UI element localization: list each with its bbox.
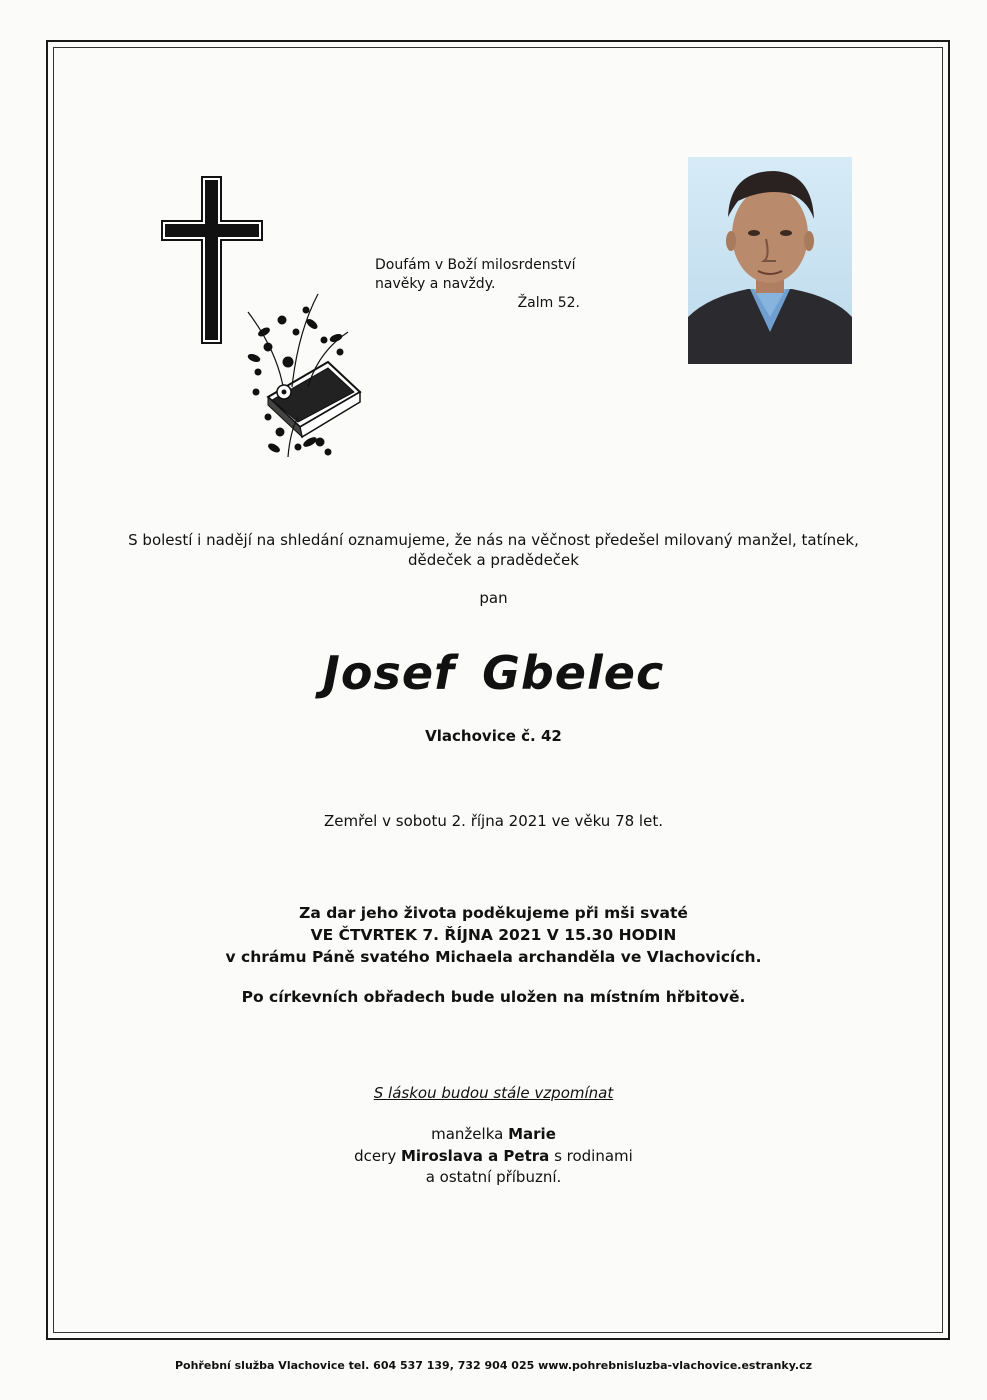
burial-info: Po církevních obřadech bude uložen na místním hřbitově. [241, 988, 746, 1006]
daughters-suffix: s rodinami [554, 1146, 633, 1165]
psalm-verse [375, 256, 585, 313]
wife-prefix: manželka [431, 1125, 504, 1143]
last-name: Gbelec [482, 646, 665, 700]
deceased-address: Vlachovice č. 42 [425, 727, 562, 745]
verse-reference: Žalm 52. [517, 295, 580, 311]
daughters-prefix: dcery [354, 1146, 397, 1165]
remembrance-heading: S láskou budou stále vzpomínat [373, 1084, 614, 1102]
mass-info [0, 902, 987, 968]
intro-line-2: dědeček a pradědeček [408, 551, 579, 569]
first-name: Josef [322, 646, 456, 700]
daughters-names: Miroslava a Petra [400, 1146, 550, 1165]
title-word: pan [479, 589, 508, 607]
bible-flowers-icon [228, 292, 368, 462]
verse-line-2: navěky a navždy. [375, 276, 496, 292]
verse-line-1: Doufám v Boží milosrdenství [375, 257, 576, 273]
other-relatives: a ostatní příbuzní. [425, 1168, 562, 1186]
survivors-list [0, 1124, 987, 1189]
mass-line-1: Za dar jeho života poděkujeme při mši svaté [299, 904, 688, 922]
portrait-photo [688, 157, 852, 364]
intro-line-1: S bolestí i nadějí na shledání oznamujeme, že nás na věčnost předešel milovaný manžel, tatínek, [128, 531, 859, 549]
mass-line-3: v chrámu Páně svatého Michaela archanděla ve Vlachovicích. [225, 948, 762, 966]
funeral-service-footer: Pohřební služba Vlachovice tel. 604 537 139, 732 904 025 www.pohrebnisluzba-vlachovice.estranky.cz [174, 1359, 812, 1372]
deceased-name [0, 646, 987, 700]
mass-line-2: VE ČTVRTEK 7. ŘÍJNA 2021 V 15.30 HODIN [310, 926, 677, 944]
announcement-intro [0, 530, 987, 570]
death-notice: Zemřel v sobotu 2. října 2021 ve věku 78 let. [324, 812, 663, 830]
wife-name: Marie [508, 1125, 556, 1143]
